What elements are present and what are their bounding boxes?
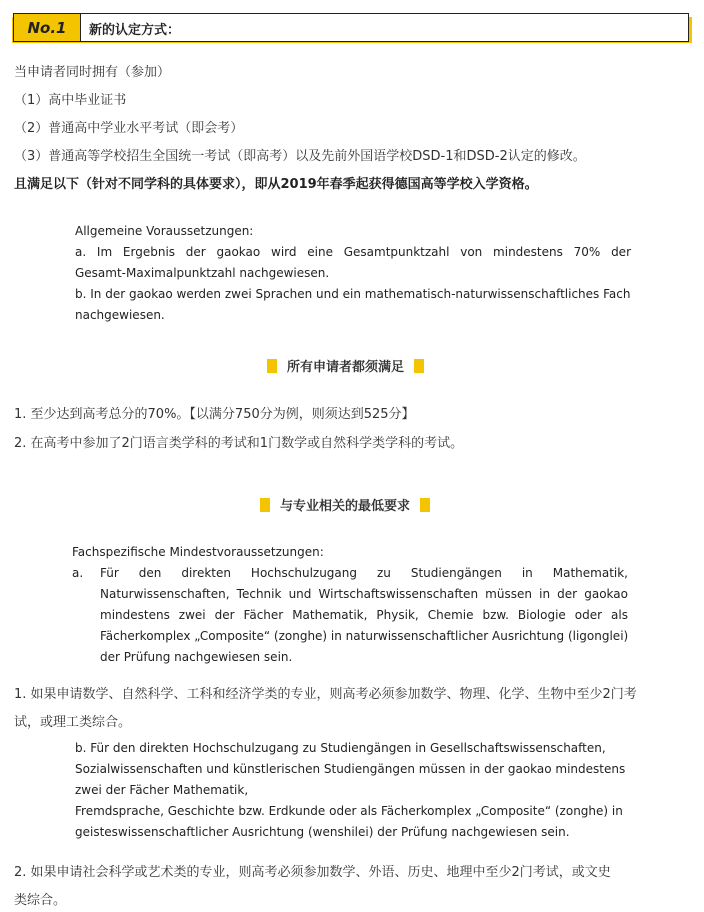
yellow-marker-left <box>267 359 277 373</box>
cn-requirement-science-line2: 试，或理工类综合。 <box>14 715 132 730</box>
specific-b-line1: b. Für den direkten Hochschulzugang zu Studiengängen in Gesellschaftswissenschaften, <box>75 741 606 755</box>
specific-a-line5: der Prüfung nachgewiesen sein. <box>100 650 293 664</box>
yellow-marker-right <box>414 359 424 373</box>
specific-a-marker: a. <box>72 566 84 580</box>
section-heading-subject <box>260 495 430 514</box>
intro-item-3: （3）普通高等学校招生全国统一考试（即高考）以及先前外国语学校DSD-1和DSD-2认定的修改。 <box>14 149 586 164</box>
cn-requirement-science-line1: 1. 如果申请数学、自然科学、工科和经济学类的专业，则高考必须参加数学、物理、化学、生物中至少2门考 <box>14 687 637 702</box>
section-title: 新的认定方式： <box>89 23 181 38</box>
specific-b-line5: geisteswissenschaftlicher Ausrichtung (wenshilei) der Prüfung nachgewiesen sein. <box>75 825 570 839</box>
specific-b-line3: zwei der Fächer Mathematik, <box>75 783 249 797</box>
yellow-marker-left <box>260 498 270 512</box>
section-heading-text: 所有申请者都须满足 <box>287 360 405 375</box>
general-a-line2: Gesamt-Maximalpunktzahl nachgewiesen. <box>75 266 330 280</box>
number-badge: No.1 <box>13 13 81 42</box>
intro-item-1: （1）高中毕业证书 <box>14 93 127 108</box>
specific-heading: Fachspezifische Mindestvoraussetzungen: <box>72 545 324 559</box>
specific-a-line2: Naturwissenschaften, Technik und Wirtschaftswissenschaften müssen in der gaokao <box>100 587 628 601</box>
section-heading-text: 与专业相关的最低要求 <box>280 499 411 514</box>
general-a-line1: a. Im Ergebnis der gaokao wird eine Gesamtpunktzahl von mindestens 70% der <box>75 245 631 259</box>
specific-a-line4: Fächerkomplex „Composite“ (zonghe) in naturwissenschaftlicher Ausrichtung (ligonglei) <box>100 629 629 643</box>
yellow-marker-right <box>420 498 430 512</box>
requirement-1: 1. 至少达到高考总分的70%。【以满分750分为例，则须达到525分】 <box>14 407 415 422</box>
specific-a-line1: Für den direkten Hochschulzugang zu Studiengängen in Mathematik, <box>100 566 628 580</box>
specific-a-line3: mindestens zwei der Fächer Mathematik, Physik, Chemie bzw. Biologie oder als <box>100 608 628 622</box>
section-header <box>18 13 689 42</box>
specific-b-line2: Sozialwissenschaften und künstlerischen Studiengängen müssen in der gaokao mindestens <box>75 762 626 776</box>
general-heading: Allgemeine Voraussetzungen: <box>75 224 254 238</box>
cn-requirement-humanities-line1: 2. 如果申请社会科学或艺术类的专业，则高考必须参加数学、外语、历史、地理中至少2门考试，或文史 <box>14 865 611 880</box>
intro-condition: 且满足以下（针对不同学科的具体要求），即从2019年春季起获得德国高等学校入学资格。 <box>14 177 538 192</box>
section-heading-all-applicants <box>267 356 424 375</box>
cn-requirement-humanities-line2: 类综合。 <box>14 893 67 908</box>
intro-item-2: （2）普通高中学业水平考试（即会考） <box>14 121 244 136</box>
specific-b-line4: Fremdsprache, Geschichte bzw. Erdkunde oder als Fächerkomplex „Composite“ (zonghe) in <box>75 804 623 818</box>
requirement-2: 2. 在高考中参加了2门语言类学科的考试和1门数学或自然科学类学科的考试。 <box>14 436 464 451</box>
general-b-line2: nachgewiesen. <box>75 308 165 322</box>
general-b-line1: b. In der gaokao werden zwei Sprachen und ein mathematisch-naturwissenschaftliches Fach <box>75 287 631 301</box>
intro-lead: 当申请者同时拥有（参加） <box>14 65 171 80</box>
